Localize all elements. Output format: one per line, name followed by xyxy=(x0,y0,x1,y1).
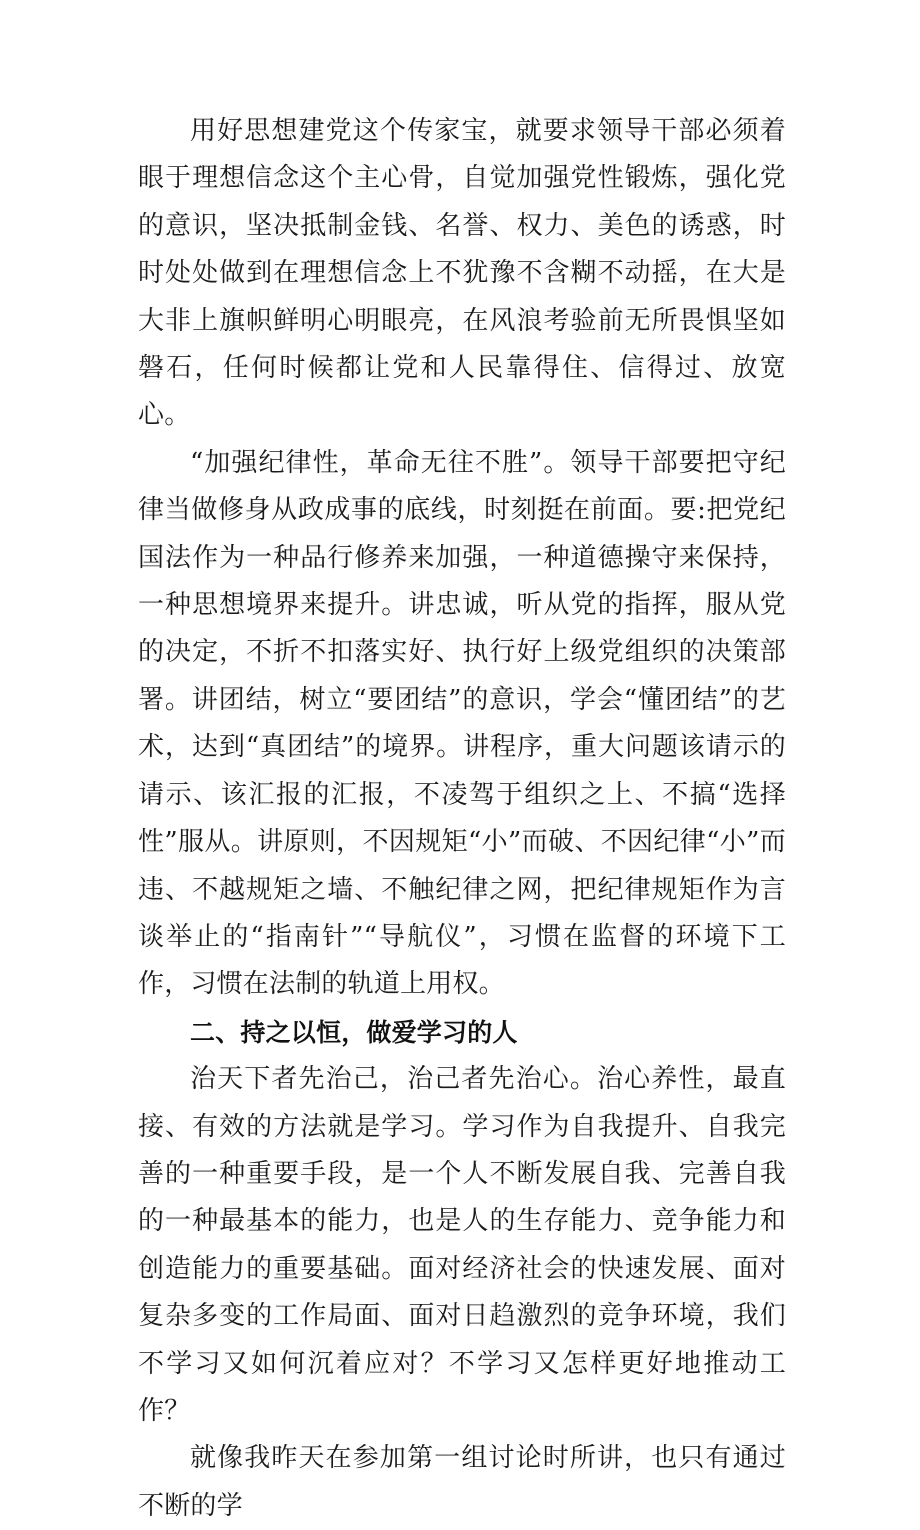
paragraph-learning: 治天下者先治己，治己者先治心。治心养性，最直接、有效的方法就是学习。学习作为自我提升、自我完善的一种重要手段，是一个人不断发展自我、完善自我的一种最基本的能力，也是人的生存能力、竞争能力和创造能力的重要基础。面对经济社会的快速发展、面对复杂多变的工作局面、面对日趋激烈的竞争环境，我们不学习又如何沉着应对？不学习又怎样更好地推动工作？ xyxy=(138,1064,786,1426)
paragraph-discipline: “加强纪律性，革命无往不胜”。领导干部要把守纪律当做修身从政成事的底线，时刻挺在前面。要:把党纪国法作为一种品行修养来加强，一种道德操守来保持，一种思想境界来提升。讲忠诚，听从党的指挥，服从党的决定，不折不扣落实好、执行好上级党组织的决策部署。讲团结，树立“要团结”的意识，学会“懂团结”的艺术，达到“真团结”的境界。讲程序，重大问题该请示的请示、该汇报的汇报，不凌驾于组织之上、不搞“选择性”服从。讲原则，不因规矩“小”而破、不因纪律“小”而违、不越规矩之墙、不触纪律之网，把纪律规矩作为言谈举止的“指南针”“导航仪”，习惯在监督的环境下工作，习惯在法制的轨道上用权。 xyxy=(138,447,786,1000)
document-body xyxy=(138,108,786,1530)
paragraph-discussion: 就像我昨天在参加第一组讨论时所讲，也只有通过不断的学 xyxy=(138,1443,786,1521)
paragraph-ideals: 用好思想建党这个传家宝，就要求领导干部必须着眼于理想信念这个主心骨，自觉加强党性锻炼，强化党的意识，坚决抵制金钱、名誉、权力、美色的诱惑，时时处处做到在理想信念上不犹豫不含糊不动摇，在大是大非上旗帜鲜明心明眼亮，在风浪考验前无所畏惧坚如磐石，任何时候都让党和人民靠得住、信得过、放宽心。 xyxy=(138,116,786,431)
section-heading-learning: 二、持之以恒，做爱学习的人 xyxy=(190,1017,518,1047)
